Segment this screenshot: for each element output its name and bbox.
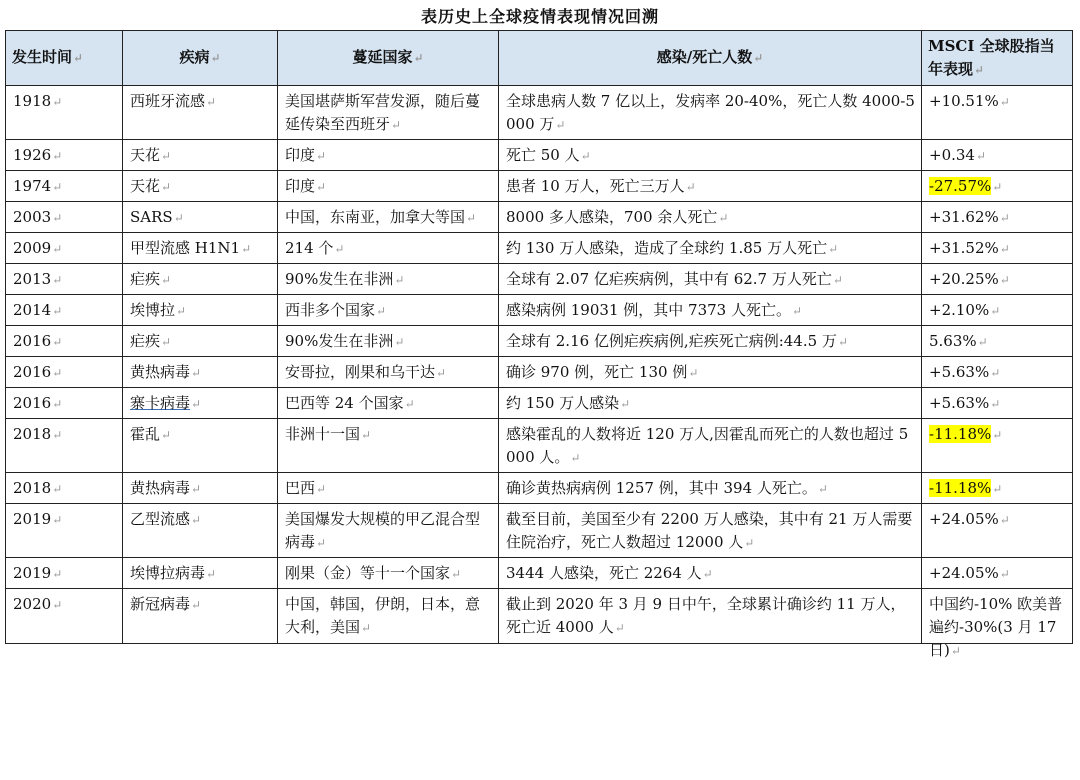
- spread-text: 中国，韩国，伊朗，日本，意大利，美国: [285, 595, 481, 636]
- cell-year: [6, 388, 123, 419]
- table-row: [6, 589, 1073, 644]
- spread-text: 巴西: [285, 479, 316, 497]
- cell-disease: [123, 388, 278, 419]
- paragraph-mark: ↵: [977, 335, 988, 349]
- cell-year: [6, 295, 123, 326]
- table-row: [6, 264, 1073, 295]
- paragraph-mark: ↵: [52, 242, 63, 256]
- paragraph-mark: ↵: [999, 567, 1010, 581]
- year-text: 2019: [13, 564, 52, 582]
- paragraph-mark: ↵: [316, 149, 327, 163]
- table-row: [6, 171, 1073, 202]
- cell-msci: [922, 171, 1073, 202]
- paragraph-mark: ↵: [52, 149, 63, 163]
- cell-msci: [922, 504, 1073, 558]
- cell-infection: [499, 589, 922, 644]
- cell-infection: [499, 140, 922, 171]
- cell-disease: [123, 86, 278, 140]
- paragraph-mark: ↵: [992, 428, 1003, 442]
- msci-text: +10.51%: [929, 92, 999, 110]
- msci-text: +31.52%: [929, 239, 999, 257]
- cell-msci: [922, 264, 1073, 295]
- paragraph-mark: ↵: [688, 366, 699, 380]
- cell-year: [6, 264, 123, 295]
- disease-text: 乙型流感: [130, 510, 191, 528]
- cell-msci: [922, 419, 1073, 473]
- paragraph-mark: ↵: [52, 397, 63, 411]
- cell-disease: [123, 419, 278, 473]
- paragraph-mark: ↵: [466, 211, 477, 225]
- cell-infection: [499, 504, 922, 558]
- cell-spread: [278, 264, 499, 295]
- table-row: [6, 233, 1073, 264]
- paragraph-mark: ↵: [176, 304, 187, 318]
- disease-text: 甲型流感 H1N1: [130, 239, 241, 257]
- msci-text: +24.05%: [929, 510, 999, 528]
- year-text: 2018: [13, 425, 52, 443]
- table-row: [6, 202, 1073, 233]
- paragraph-mark: ↵: [52, 273, 63, 287]
- disease-text: 埃博拉: [130, 301, 176, 319]
- spread-text: 美国爆发大规模的甲乙混合型病毒: [285, 510, 481, 551]
- paragraph-mark: ↵: [685, 180, 696, 194]
- cell-infection: [499, 473, 922, 504]
- paragraph-mark: ↵: [394, 335, 405, 349]
- cell-infection: [499, 326, 922, 357]
- cell-spread: [278, 388, 499, 419]
- cell-year: [6, 589, 123, 644]
- infection-text: 患者 10 万人，死亡三万人: [506, 177, 685, 195]
- paragraph-mark: ↵: [191, 482, 202, 496]
- infection-text: 死亡 50 人: [506, 146, 580, 164]
- spread-text: 印度: [285, 177, 316, 195]
- cell-infection: [499, 295, 922, 326]
- table-row: [6, 326, 1073, 357]
- cell-msci: [922, 473, 1073, 504]
- cell-infection: [499, 558, 922, 589]
- disease-text: SARS: [130, 208, 173, 226]
- cell-spread: [278, 171, 499, 202]
- msci-text: +5.63%: [929, 363, 990, 381]
- paragraph-mark: ↵: [999, 242, 1010, 256]
- disease-text: 疟疾: [130, 332, 161, 350]
- paragraph-mark: ↵: [206, 567, 217, 581]
- spread-text: 214 个: [285, 239, 334, 257]
- paragraph-mark: ↵: [436, 366, 447, 380]
- cell-msci: [922, 140, 1073, 171]
- paragraph-mark: ↵: [718, 211, 729, 225]
- disease-text: 霍乱: [130, 425, 161, 443]
- cell-spread: [278, 558, 499, 589]
- cell-year: [6, 140, 123, 171]
- paragraph-mark: ↵: [52, 428, 63, 442]
- spread-text: 安哥拉，刚果和乌干达: [285, 363, 436, 381]
- paragraph-mark: ↵: [837, 335, 848, 349]
- paragraph-mark: ↵: [950, 644, 961, 658]
- disease-text: 新冠病毒: [130, 595, 191, 613]
- paragraph-mark: ↵: [451, 567, 462, 581]
- paragraph-mark: ↵: [52, 304, 63, 318]
- msci-text: -11.18%: [929, 479, 992, 497]
- infection-text: 3444 人感染，死亡 2264 人: [506, 564, 702, 582]
- cell-disease: [123, 171, 278, 202]
- cell-disease: [123, 473, 278, 504]
- disease-text: 疟疾: [130, 270, 161, 288]
- paragraph-mark: ↵: [990, 397, 1001, 411]
- table-row: [6, 473, 1073, 504]
- epidemic-history-table: [5, 30, 1073, 659]
- cell-spread: [278, 589, 499, 644]
- paragraph-mark: ↵: [52, 211, 63, 225]
- cell-msci: [922, 202, 1073, 233]
- paragraph-mark: ↵: [999, 211, 1010, 225]
- header-row: [6, 31, 1073, 86]
- infection-text: 截至目前，美国至少有 2200 万人感染，其中有 21 万人需要住院治疗，死亡人数超过 12000 人: [506, 510, 913, 551]
- infection-text: 确诊黄热病病例 1257 例，其中 394 人死亡。: [506, 479, 817, 497]
- cell-infection: [499, 264, 922, 295]
- paragraph-mark: ↵: [316, 482, 327, 496]
- paragraph-mark: ↵: [52, 598, 63, 612]
- paragraph-mark: ↵: [744, 536, 755, 550]
- paragraph-mark: ↵: [614, 621, 625, 635]
- year-text: 2016: [13, 363, 52, 381]
- paragraph-mark: ↵: [52, 180, 63, 194]
- msci-text: +0.34: [929, 146, 975, 164]
- cell-year: [6, 357, 123, 388]
- paragraph-mark: ↵: [975, 149, 987, 163]
- paragraph-mark: ↵: [828, 242, 839, 256]
- cell-year: [6, 171, 123, 202]
- table-row: [6, 558, 1073, 589]
- paragraph-mark: ↵: [570, 451, 581, 465]
- cell-infection: [499, 86, 922, 140]
- cell-spread: [278, 357, 499, 388]
- year-text: 2020: [13, 595, 52, 613]
- disease-text: 天花: [130, 177, 161, 195]
- paragraph-mark: ↵: [832, 273, 843, 287]
- table-row: [6, 388, 1073, 419]
- year-text: 1926: [13, 146, 52, 164]
- cell-disease: [123, 202, 278, 233]
- disease-text: 寨卡病毒: [130, 394, 191, 412]
- disease-text: 黄热病毒: [130, 363, 191, 381]
- infection-text: 感染病例 19031 例，其中 7373 人死亡。: [506, 301, 791, 319]
- infection-text: 约 150 万人感染: [506, 394, 620, 412]
- header-infection: 感染/死亡人数↵: [499, 31, 922, 86]
- year-text: 2016: [13, 332, 52, 350]
- spread-text: 中国，东南亚，加拿大等国: [285, 208, 466, 226]
- infection-text: 截止到 2020 年 3 月 9 日中午，全球累计确诊约 11 万人，死亡近 4000 人: [506, 595, 906, 636]
- paragraph-mark: ↵: [161, 180, 172, 194]
- paragraph-mark: ↵: [404, 397, 415, 411]
- msci-text: +5.63%: [929, 394, 990, 412]
- cell-spread: [278, 326, 499, 357]
- cell-infection: [499, 202, 922, 233]
- paragraph-mark: ↵: [52, 366, 63, 380]
- page-title: 表历史上全球疫情表现情况回溯: [420, 7, 659, 26]
- msci-text: -11.18%: [929, 425, 992, 443]
- disease-text: 黄热病毒: [130, 479, 191, 497]
- cell-disease: [123, 357, 278, 388]
- cell-year: [6, 233, 123, 264]
- paragraph-mark: ↵: [376, 304, 387, 318]
- paragraph-mark: ↵: [161, 335, 172, 349]
- spread-text: 印度: [285, 146, 316, 164]
- table-row: [6, 295, 1073, 326]
- cell-disease: [123, 233, 278, 264]
- cell-year: [6, 473, 123, 504]
- cell-year: [6, 326, 123, 357]
- paragraph-mark: ↵: [316, 536, 327, 550]
- cell-spread: [278, 86, 499, 140]
- msci-text: +31.62%: [929, 208, 999, 226]
- paragraph-mark: ↵: [191, 513, 202, 527]
- paragraph-mark: ↵: [316, 180, 327, 194]
- table-row: [6, 357, 1073, 388]
- cell-infection: [499, 419, 922, 473]
- msci-text: 5.63%: [929, 332, 977, 350]
- msci-text: +20.25%: [929, 270, 999, 288]
- msci-text: -27.57%: [929, 177, 992, 195]
- spread-text: 非洲十一国: [285, 425, 361, 443]
- paragraph-mark: ↵: [52, 567, 63, 581]
- paragraph-mark: ↵: [391, 118, 402, 132]
- paragraph-mark: ↵: [241, 242, 252, 256]
- cell-infection: [499, 171, 922, 202]
- msci-text: +2.10%: [929, 301, 990, 319]
- cell-disease: [123, 140, 278, 171]
- paragraph-mark: ↵: [620, 397, 631, 411]
- table-row: [6, 419, 1073, 473]
- paragraph-mark: ↵: [702, 567, 713, 581]
- year-text: 2018: [13, 479, 52, 497]
- disease-text: 埃博拉病毒: [130, 564, 206, 582]
- paragraph-mark: ↵: [394, 273, 405, 287]
- infection-text: 感染霍乱的人数将近 120 万人,因霍乱而死亡的人数也超过 5000 人。: [506, 425, 909, 466]
- disease-text: 西班牙流感: [130, 92, 206, 110]
- paragraph-mark: ↵: [52, 513, 63, 527]
- paragraph-mark: ↵: [334, 242, 345, 256]
- cell-disease: [123, 558, 278, 589]
- paragraph-mark: ↵: [161, 428, 172, 442]
- infection-text: 8000 多人感染，700 余人死亡: [506, 208, 718, 226]
- cell-year: [6, 419, 123, 473]
- infection-text: 全球患病人数 7 亿以上，发病率 20-40%，死亡人数 4000-5000 万: [506, 92, 915, 133]
- cell-year: [6, 504, 123, 558]
- table-row: [6, 86, 1073, 140]
- paragraph-mark: ↵: [791, 304, 803, 318]
- year-text: 2016: [13, 394, 52, 412]
- paragraph-mark: ↵: [999, 95, 1010, 109]
- cell-msci: [922, 357, 1073, 388]
- paragraph-mark: ↵: [173, 211, 184, 225]
- paragraph-mark: ↵: [990, 304, 1001, 318]
- year-text: 2014: [13, 301, 52, 319]
- cell-msci: [922, 388, 1073, 419]
- cell-msci: [922, 86, 1073, 140]
- paragraph-mark: ↵: [161, 273, 172, 287]
- cell-infection: [499, 357, 922, 388]
- table-row: [6, 504, 1073, 558]
- cell-msci: [922, 589, 1073, 659]
- spread-text: 90%发生在非洲: [285, 270, 394, 288]
- year-text: 1918: [13, 92, 52, 110]
- paragraph-mark: ↵: [992, 180, 1003, 194]
- cell-disease: [123, 264, 278, 295]
- cell-spread: [278, 233, 499, 264]
- paragraph-mark: ↵: [555, 118, 566, 132]
- msci-text: +24.05%: [929, 564, 999, 582]
- header-spread: 蔓延国家↵: [278, 31, 499, 86]
- cell-spread: [278, 295, 499, 326]
- cell-year: [6, 558, 123, 589]
- paragraph-mark: ↵: [999, 513, 1010, 527]
- paragraph-mark: ↵: [191, 598, 202, 612]
- header-disease: 疾病↵: [123, 31, 278, 86]
- paragraph-mark: ↵: [161, 149, 172, 163]
- paragraph-mark: ↵: [990, 366, 1001, 380]
- paragraph-mark: ↵: [52, 482, 63, 496]
- infection-text: 确诊 970 例，死亡 130 例: [506, 363, 688, 381]
- infection-text: 约 130 万人感染，造成了全球约 1.85 万人死亡: [506, 239, 828, 257]
- cell-disease: [123, 589, 278, 644]
- cell-spread: [278, 140, 499, 171]
- paragraph-mark: ↵: [191, 366, 202, 380]
- msci-text: 中国约-10% 欧美普遍约-30%(3 月 17 日): [929, 595, 1063, 659]
- cell-infection: [499, 233, 922, 264]
- paragraph-mark: ↵: [206, 95, 217, 109]
- paragraph-mark: ↵: [992, 482, 1003, 496]
- cell-msci: [922, 326, 1073, 357]
- cell-msci: [922, 233, 1073, 264]
- paragraph-mark: ↵: [361, 428, 372, 442]
- paragraph-mark: ↵: [52, 95, 63, 109]
- cell-spread: [278, 504, 499, 558]
- cell-year: [6, 202, 123, 233]
- cell-msci: [922, 295, 1073, 326]
- year-text: 2013: [13, 270, 52, 288]
- cell-spread: [278, 202, 499, 233]
- paragraph-mark: ↵: [191, 397, 202, 411]
- cell-infection: [499, 388, 922, 419]
- header-msci: MSCI 全球股指当年表现↵: [922, 31, 1073, 86]
- infection-text: 全球有 2.16 亿例疟疾病例,疟疾死亡病例:44.5 万: [506, 332, 837, 350]
- cell-year: [6, 86, 123, 140]
- year-text: 2009: [13, 239, 52, 257]
- spread-text: 90%发生在非洲: [285, 332, 394, 350]
- paragraph-mark: ↵: [52, 335, 63, 349]
- infection-text: 全球有 2.07 亿疟疾病例，其中有 62.7 万人死亡: [506, 270, 832, 288]
- cell-spread: [278, 473, 499, 504]
- header-time: 发生时间↵: [6, 31, 123, 86]
- paragraph-mark: ↵: [580, 149, 591, 163]
- cell-disease: [123, 295, 278, 326]
- year-text: 1974: [13, 177, 52, 195]
- year-text: 2019: [13, 510, 52, 528]
- paragraph-mark: ↵: [817, 482, 828, 496]
- cell-disease: [123, 504, 278, 558]
- paragraph-mark: ↵: [999, 273, 1010, 287]
- spread-text: 巴西等 24 个国家: [285, 394, 404, 412]
- spread-text: 刚果（金）等十一个国家: [285, 564, 451, 582]
- table-row: [6, 140, 1073, 171]
- spread-text: 美国堪萨斯军营发源，随后蔓延传染至西班牙: [285, 92, 481, 133]
- paragraph-mark: ↵: [361, 621, 372, 635]
- year-text: 2003: [13, 208, 52, 226]
- cell-spread: [278, 419, 499, 473]
- spread-text: 西非多个国家: [285, 301, 376, 319]
- cell-disease: [123, 326, 278, 357]
- disease-text: 天花: [130, 146, 161, 164]
- cell-msci: [922, 558, 1073, 589]
